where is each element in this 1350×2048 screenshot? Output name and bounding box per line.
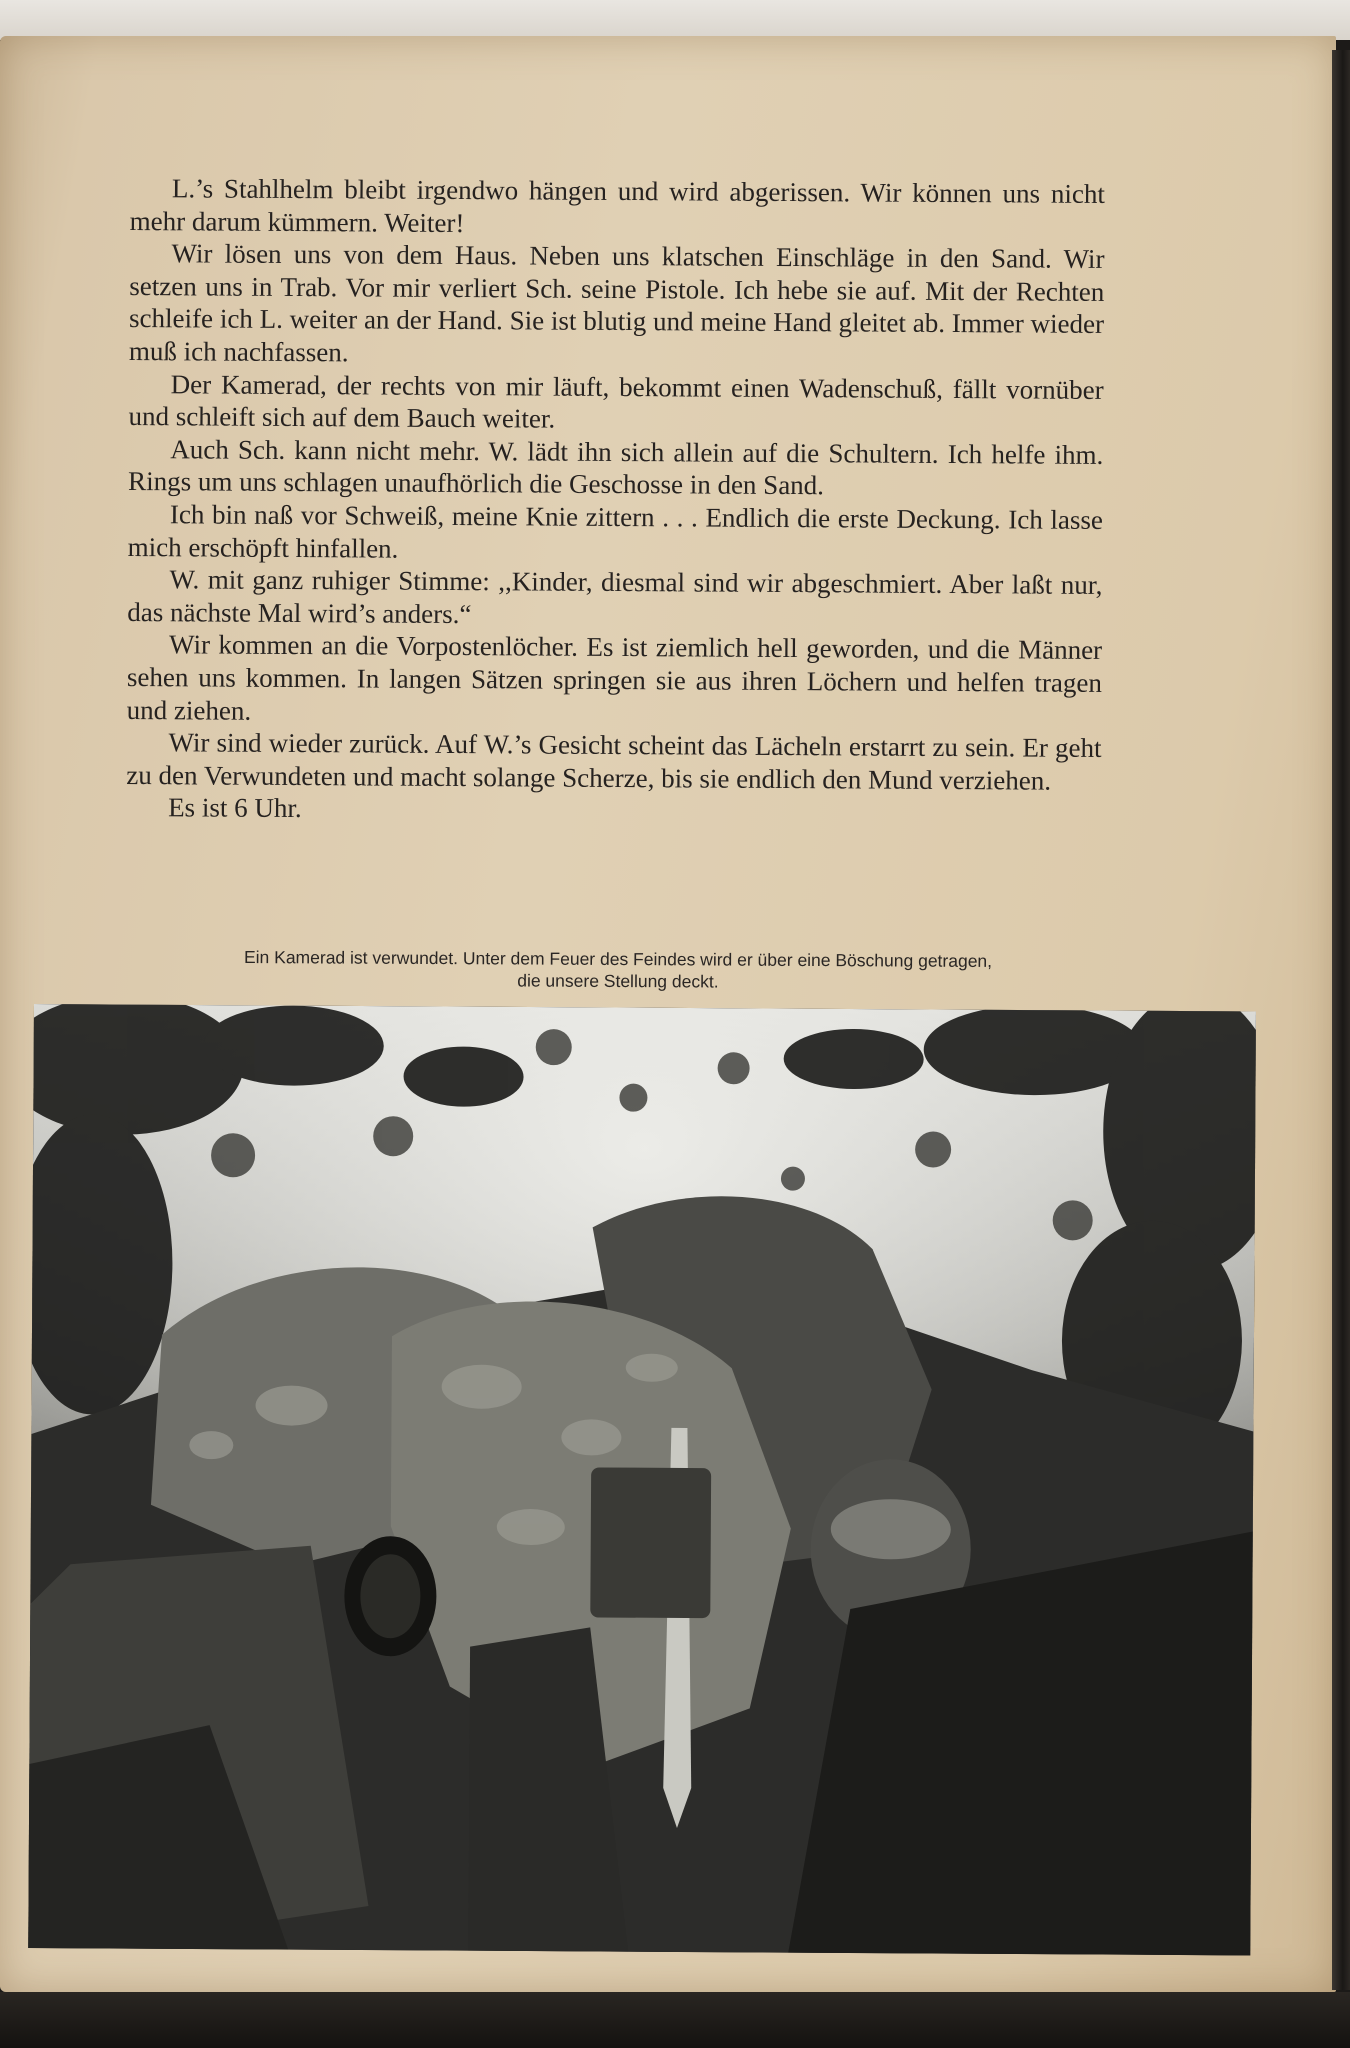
paragraph-2: Wir lösen uns von dem Haus. Neben uns klatschen Einschläge in den Sand. Wir setzen uns in Trab. Vor mir verliert Sch. seine Pistole. Ich hebe sie auf. Mit der Rechten schleife ich L. weiter an der Hand. Sie ist blutig und meine Hand gleitet ab. Immer wieder muß ich nachfassen. [128, 238, 1105, 368]
paragraph-7: Wir kommen an die Vorpostenlöcher. Es ist ziemlich hell geworden, und die Männer sehen uns kommen. In langen Sätzen springen sie aus ihren Löchern und helfen tragen und ziehen. [126, 629, 1103, 726]
book-bottom-edge [0, 1992, 1350, 2048]
caption-line-1: Ein Kamerad ist verwundet. Unter dem Feuer des Feindes wird er über eine Böschung getragen, [243, 947, 993, 971]
paragraph-6: W. mit ganz ruhiger Stimme: ,,Kinder, diesmal sind wir abgeschmiert. Aber laßt nur, das nächste Mal wird’s anders.“ [127, 564, 1103, 629]
photo-caption [118, 945, 1118, 994]
photo-illustration [28, 1004, 1256, 1955]
page-edge [1332, 50, 1350, 1990]
photograph-soldiers [28, 1004, 1256, 1955]
paragraph-4: Auch Sch. kann nicht mehr. W. lädt ihn sich allein auf die Schultern. Ich helfe ihm. Rings um uns schlagen unaufhörlich die Geschosse in den Sand. [128, 434, 1104, 501]
paragraph-5: Ich bin naß vor Schweiß, meine Knie zittern . . . Endlich die erste Deckung. Ich lasse mich erschöpft hinfallen. [127, 499, 1103, 564]
background-top [0, 0, 1350, 40]
paragraph-1: L.’s Stahlhelm bleibt irgendwo hängen und wird abgerissen. Wir können uns nicht mehr darum kümmern. Weiter! [129, 173, 1105, 238]
caption-line-2: die unsere Stellung deckt. [517, 970, 719, 992]
body-text [126, 172, 1105, 830]
paragraph-3: Der Kamerad, der rechts von mir läuft, bekommt einen Wadenschuß, fällt vornüber und schleift sich auf dem Bauch weiter. [128, 368, 1104, 434]
paragraph-8: Wir sind wieder zurück. Auf W.’s Gesicht scheint das Lächeln erstarrt zu sein. Er geht zu den Verwundeten und macht solange Scherze, bis sie endlich den Mund verziehen. [126, 727, 1102, 796]
paragraph-9: Es ist 6 Uhr. [168, 792, 302, 824]
